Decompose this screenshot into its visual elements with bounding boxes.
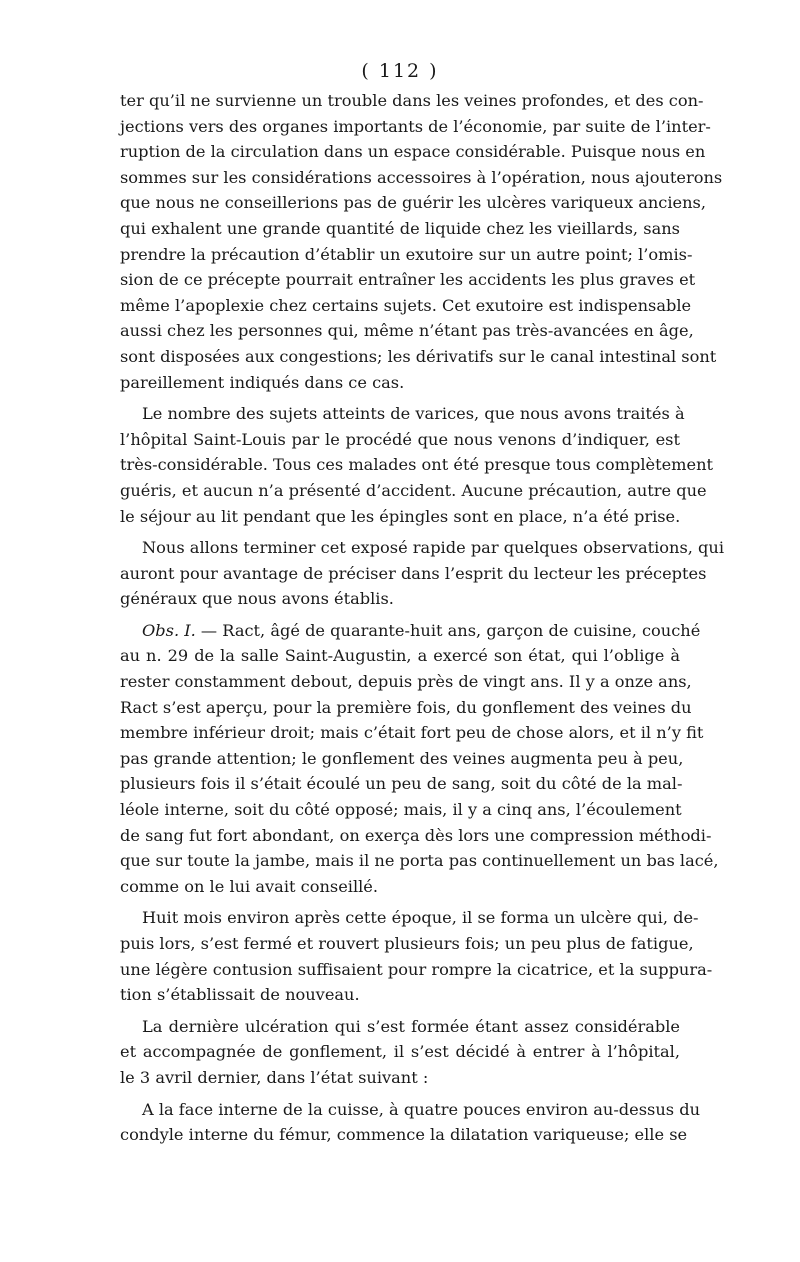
text-line: et accompagnée de gonflement, il s’est décidé à entrer à l’hôpital, <box>120 1042 680 1062</box>
text-line: au n. 29 de la salle Saint-Augustin, a exercé son état, qui l’oblige à <box>120 646 680 666</box>
observation-text: — Ract, âgé de quarante-huit ans, garçon de cuisine, couché <box>195 620 701 640</box>
text-line: sont disposées aux congestions; les dérivatifs sur le canal intestinal sont <box>120 346 717 366</box>
text-line: léole interne, soit du côté opposé; mais, il y a cinq ans, l’écoulement <box>120 800 682 820</box>
text-line: très-considérable. Tous ces malades ont été presque tous complètement <box>120 455 714 475</box>
paragraph <box>120 88 723 395</box>
page-number: ( 112 ) <box>361 60 439 82</box>
paragraph <box>120 1014 680 1091</box>
body-text <box>120 88 725 1148</box>
text-line: pareillement indiqués dans ce cas. <box>120 372 405 392</box>
text-line: A la face interne de la cuisse, à quatre pouces environ au-dessus du <box>142 1099 701 1119</box>
text-line: ter qu’il ne survienne un trouble dans les veines profondes, et des con- <box>120 91 704 110</box>
text-line: guéris, et aucun n’a présenté d’accident. Aucune précaution, autre que <box>120 480 707 500</box>
text-line: Nous allons terminer cet exposé rapide par quelques observations, qui <box>142 538 725 558</box>
text-line: généraux que nous avons établis. <box>120 589 394 609</box>
text-line: une légère contusion suffisaient pour rompre la cicatrice, et la suppura- <box>120 959 713 979</box>
text-line: Le nombre des sujets atteints de varices, que nous avons traités à <box>142 404 685 424</box>
text-line: que nous ne conseillerions pas de guérir les ulcères variqueux anciens, <box>120 193 706 213</box>
text-line: ruption de la circulation dans un espace considérable. Puisque nous en <box>120 142 706 162</box>
text-line: puis lors, s’est fermé et rouvert plusieurs fois; un peu plus de fatigue, <box>120 934 694 953</box>
text-line: sion de ce précepte pourrait entraîner les accidents les plus graves et <box>120 270 696 290</box>
text-line: La dernière ulcération qui s’est formée étant assez considérable <box>142 1016 680 1036</box>
text-line: tion s’établissait de nouveau. <box>120 985 360 1005</box>
text-line: que sur toute la jambe, mais il ne porta pas continuellement un bas lacé, <box>120 851 719 871</box>
text-line: aussi chez les personnes qui, même n’étant pas très-avancées en âge, <box>120 321 694 341</box>
text-line: prendre la précaution d’établir un exutoire sur un autre point; l’omis- <box>120 244 693 264</box>
text-line: auront pour avantage de préciser dans l’esprit du lecteur les préceptes <box>120 563 707 583</box>
text-line <box>120 618 701 644</box>
text-line: l’hôpital Saint-Louis par le procédé que nous venons d’indiquer, est <box>120 429 680 449</box>
observation-label: Obs. I. <box>142 620 196 640</box>
text-line: plusieurs fois il s’était écoulé un peu de sang, soit du côté de la mal- <box>120 774 683 794</box>
text-line: pas grande attention; le gonflement des veines augmenta peu à peu, <box>120 748 684 768</box>
paragraph <box>120 535 725 612</box>
paragraph <box>120 1097 701 1148</box>
text-line: sommes sur les considérations accessoires à l’opération, nous ajouterons <box>120 167 723 187</box>
text-line: le 3 avril dernier, dans l’état suivant : <box>120 1067 429 1087</box>
text-line: même l’apoplexie chez certains sujets. Cet exutoire est indispensable <box>120 295 692 315</box>
text-line: comme on le lui avait conseillé. <box>120 876 379 896</box>
text-line: Ract s’est aperçu, pour la première fois, du gonflement des veines du <box>120 697 692 717</box>
paragraph <box>120 905 713 1007</box>
text-line: jections vers des organes importants de l’économie, par suite de l’inter- <box>120 116 711 136</box>
text-line: Huit mois environ après cette époque, il se forma un ulcère qui, de- <box>142 908 699 928</box>
text-line: membre inférieur droit; mais c’était fort peu de chose alors, et il n’y fit <box>120 723 704 743</box>
text-line: condyle interne du fémur, commence la dilatation variqueuse; elle se <box>120 1125 688 1145</box>
text-line: rester constamment debout, depuis près de vingt ans. Il y a onze ans, <box>120 672 692 692</box>
text-line: le séjour au lit pendant que les épingles sont en place, n’a été prise. <box>120 506 681 526</box>
text-line: de sang fut fort abondant, on exerça dès lors une compression méthodi- <box>120 825 712 845</box>
observation-paragraph <box>120 618 719 900</box>
text-line: qui exhalent une grande quantité de liquide chez les vieillards, sans <box>120 218 680 238</box>
paragraph <box>120 401 714 529</box>
